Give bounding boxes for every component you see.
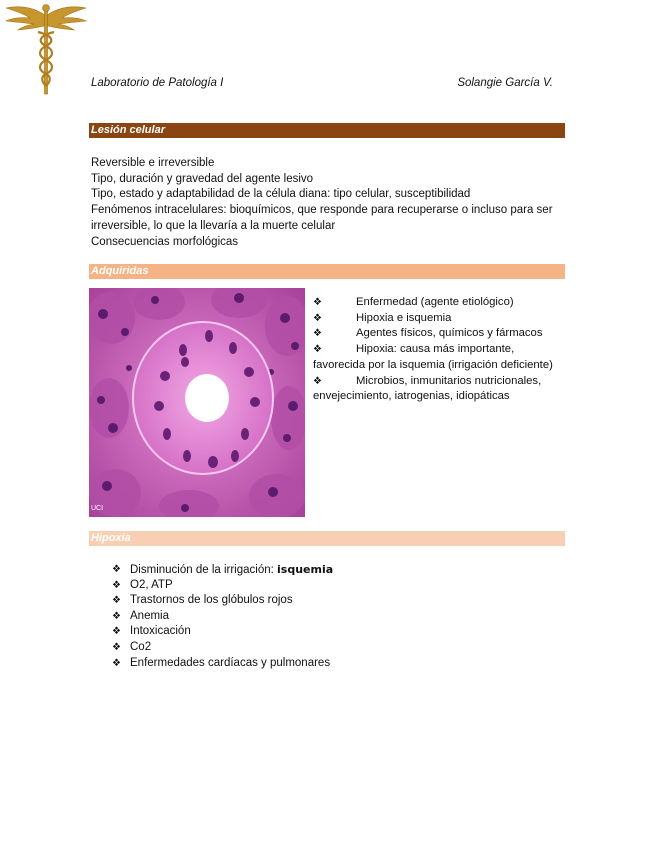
- diamond-star-bullet-icon: ❖: [313, 297, 322, 308]
- list-item: ❖ Anemia: [112, 609, 532, 625]
- diamond-star-bullet-icon: ❖: [313, 375, 322, 387]
- diamond-star-bullet-icon: ❖: [112, 595, 121, 607]
- list-item: ❖ Hipoxia: causa más importante, favorecida por la isquemia (irrigación deficiente): [313, 343, 553, 371]
- list-item: ❖ Trastornos de los glóbulos rojos: [112, 593, 532, 609]
- list-item: ❖ Disminución de la irrigación: isquemia: [112, 563, 334, 576]
- author-name: Solangie García V.: [457, 77, 553, 89]
- list-item: ❖ Hipoxia e isquemia: [313, 311, 568, 327]
- diamond-star-bullet-icon: ❖: [313, 328, 322, 340]
- text-line: Fenómenos intracelulares: bioquímicos, que responde para recuperarse o incluso para ser irreversible, lo que la llevaría a la muerte celular: [91, 204, 553, 232]
- diamond-star-bullet-icon: ❖: [112, 641, 121, 653]
- section-heading-lesion: Lesión celular: [89, 123, 565, 138]
- diamond-star-bullet-icon: ❖: [112, 564, 121, 575]
- text-line: Tipo, estado y adaptabilidad de la célula diana: tipo celular, susceptibilidad: [91, 188, 471, 201]
- adquiridas-list: [313, 295, 568, 405]
- text-line: Consecuencias morfológicas: [91, 235, 239, 248]
- list-item: ❖ Co2: [112, 640, 532, 656]
- text-line: Tipo, duración y gravedad del agente lesivo: [91, 172, 314, 185]
- course-title: Laboratorio de Patología I: [91, 77, 224, 89]
- caduceus-logo: [2, 2, 90, 97]
- list-item: ❖ Agentes físicos, químicos y fármacos: [313, 326, 568, 342]
- diamond-star-bullet-icon: ❖: [112, 610, 121, 622]
- list-item: ❖ Enfermedad (agente etiológico): [313, 295, 568, 311]
- list-item: ❖ O2, ATP: [112, 578, 532, 594]
- diamond-star-bullet-icon: ❖: [313, 312, 322, 324]
- diamond-star-bullet-icon: ❖: [112, 626, 121, 638]
- list-item: ❖ Microbios, inmunitarios nutricionales, envejecimiento, iatrogenias, idiopáticas: [313, 374, 542, 403]
- text-line: Reversible e irreversible: [91, 157, 215, 169]
- section-heading-adquiridas: Adquiridas: [89, 264, 565, 279]
- section-heading-hipoxia: Hipoxia: [89, 531, 565, 546]
- diamond-star-bullet-icon: ❖: [112, 579, 121, 591]
- hipoxia-list: [112, 562, 532, 671]
- page-header: [91, 77, 553, 93]
- emphasis-keyword: isquemia: [277, 563, 334, 576]
- diamond-star-bullet-icon: ❖: [112, 657, 121, 669]
- lesion-text-block: [91, 156, 561, 250]
- list-item: ❖ Enfermedades cardíacas y pulmonares: [112, 656, 532, 672]
- diamond-star-bullet-icon: ❖: [313, 344, 322, 356]
- histology-micrograph: [89, 288, 305, 517]
- list-item: ❖ Intoxicación: [112, 624, 532, 640]
- image-watermark: UCI: [91, 505, 104, 512]
